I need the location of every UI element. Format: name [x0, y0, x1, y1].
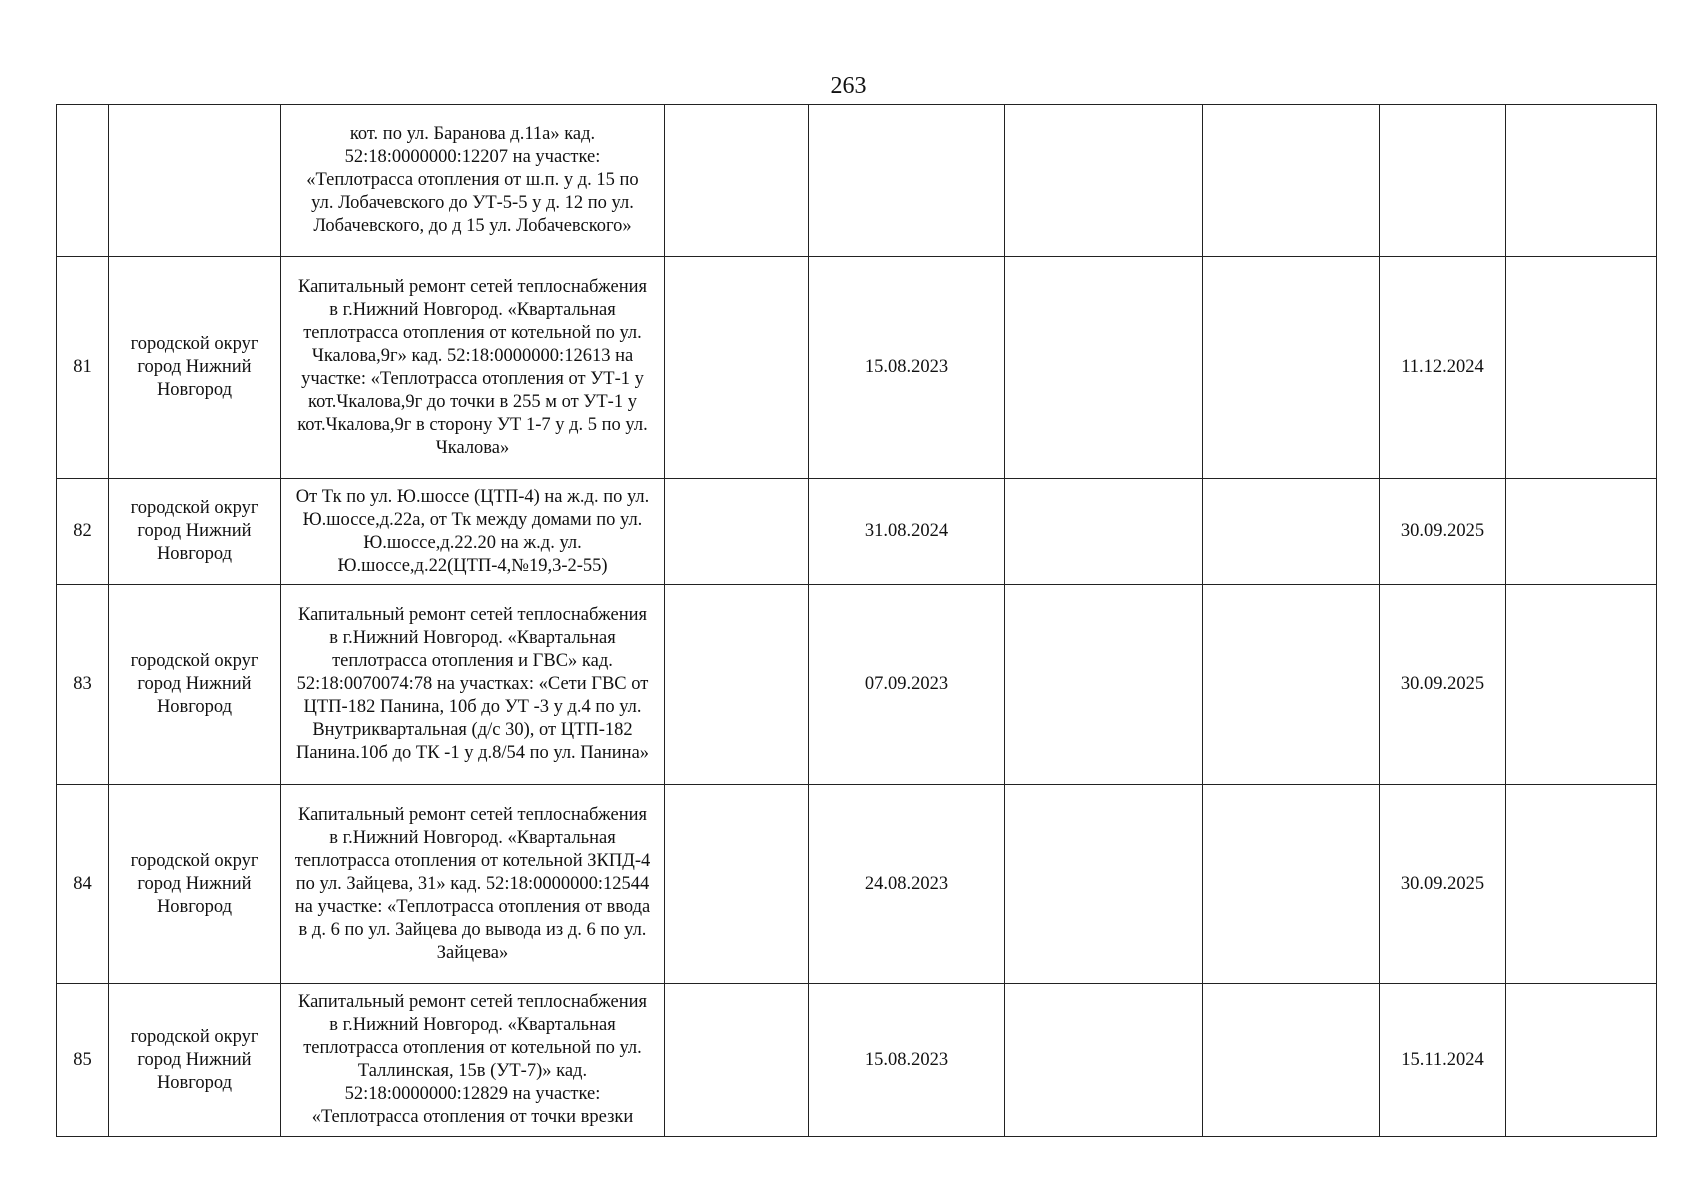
empty-cell [665, 984, 809, 1137]
table-row [57, 105, 1657, 257]
end-date-cell: 30.09.2025 [1380, 585, 1506, 785]
description-cell: От Тк по ул. Ю.шоссе (ЦТП-4) на ж.д. по ул. Ю.шоссе,д.22а, от Тк между домами по ул. Ю.шоссе,д.22.20 на ж.д. ул. Ю.шоссе,д.22(ЦТП-4,№19,3-2-55) [281, 479, 665, 585]
row-number-cell: 81 [57, 257, 109, 479]
municipality-cell: городской округ город Нижний Новгород [109, 257, 281, 479]
empty-cell [1203, 585, 1380, 785]
end-date-cell: 30.09.2025 [1380, 785, 1506, 984]
description-cell: Капитальный ремонт сетей теплоснабжения в г.Нижний Новгород. «Квартальная теплотрасса отопления от котельной ЗКПД-4 по ул. Зайцева, 31» кад. 52:18:0000000:12544 на участке: «Теплотрасса отопления от ввода в д. 6 по ул. Зайцева до вывода из д. 6 по ул. Зайцева» [281, 785, 665, 984]
empty-cell [1506, 105, 1657, 257]
empty-cell [1203, 479, 1380, 585]
empty-cell [1005, 105, 1203, 257]
empty-cell [665, 785, 809, 984]
empty-cell [1203, 984, 1380, 1137]
table-row [57, 479, 1657, 585]
empty-cell [1005, 585, 1203, 785]
row-number-cell [57, 105, 109, 257]
start-date-cell: 15.08.2023 [809, 257, 1005, 479]
page-number: 263 [830, 73, 867, 99]
municipality-cell [109, 105, 281, 257]
empty-cell [1506, 785, 1657, 984]
table-row [57, 984, 1657, 1137]
empty-cell [1005, 479, 1203, 585]
start-date-cell: 24.08.2023 [809, 785, 1005, 984]
row-number-cell: 82 [57, 479, 109, 585]
description-cell: кот. по ул. Баранова д.11а» кад. 52:18:0000000:12207 на участке: «Теплотрасса отопления от ш.п. у д. 15 по ул. Лобачевского до УТ-5-5 у д. 12 по ул. Лобачевского, до д 15 ул. Лобачевского» [281, 105, 665, 257]
end-date-cell: 15.11.2024 [1380, 984, 1506, 1137]
start-date-cell [809, 105, 1005, 257]
empty-cell [665, 479, 809, 585]
start-date-cell: 31.08.2024 [809, 479, 1005, 585]
empty-cell [665, 585, 809, 785]
row-number-cell: 84 [57, 785, 109, 984]
empty-cell [1506, 257, 1657, 479]
description-cell: Капитальный ремонт сетей теплоснабжения в г.Нижний Новгород. «Квартальная теплотрасса отопления от котельной по ул. Чкалова,9г» кад. 52:18:0000000:12613 на участке: «Теплотрасса отопления от УТ-1 у кот.Чкалова,9г до точки в 255 м от УТ-1 у кот.Чкалова,9г в сторону УТ 1-7 у д. 5 по ул. Чкалова» [281, 257, 665, 479]
repair-schedule-table [56, 104, 1657, 1137]
empty-cell [1005, 984, 1203, 1137]
empty-cell [665, 257, 809, 479]
municipality-cell: городской округ город Нижний Новгород [109, 585, 281, 785]
table-row [57, 585, 1657, 785]
end-date-cell: 30.09.2025 [1380, 479, 1506, 585]
municipality-cell: городской округ город Нижний Новгород [109, 984, 281, 1137]
start-date-cell: 07.09.2023 [809, 585, 1005, 785]
row-number-cell: 83 [57, 585, 109, 785]
empty-cell [1506, 585, 1657, 785]
municipality-cell: городской округ город Нижний Новгород [109, 479, 281, 585]
empty-cell [1203, 257, 1380, 479]
start-date-cell: 15.08.2023 [809, 984, 1005, 1137]
empty-cell [1506, 984, 1657, 1137]
description-cell: Капитальный ремонт сетей теплоснабжения в г.Нижний Новгород. «Квартальная теплотрасса отопления от котельной по ул. Таллинская, 15в (УТ-7)» кад. 52:18:0000000:12829 на участке: «Теплотрасса отопления от точки врезки [281, 984, 665, 1137]
description-cell: Капитальный ремонт сетей теплоснабжения в г.Нижний Новгород. «Квартальная теплотрасса отопления и ГВС» кад. 52:18:0070074:78 на участках: «Сети ГВС от ЦТП-182 Панина, 10б до УТ -3 у д.4 по ул. Внутриквартальная (д/с 30), от ЦТП-182 Панина.10б до ТК -1 у д.8/54 по ул. Панина» [281, 585, 665, 785]
table-row [57, 257, 1657, 479]
municipality-cell: городской округ город Нижний Новгород [109, 785, 281, 984]
table-row [57, 785, 1657, 984]
empty-cell [1203, 785, 1380, 984]
end-date-cell: 11.12.2024 [1380, 257, 1506, 479]
empty-cell [1506, 479, 1657, 585]
end-date-cell [1380, 105, 1506, 257]
row-number-cell: 85 [57, 984, 109, 1137]
empty-cell [1005, 785, 1203, 984]
empty-cell [665, 105, 809, 257]
empty-cell [1203, 105, 1380, 257]
empty-cell [1005, 257, 1203, 479]
